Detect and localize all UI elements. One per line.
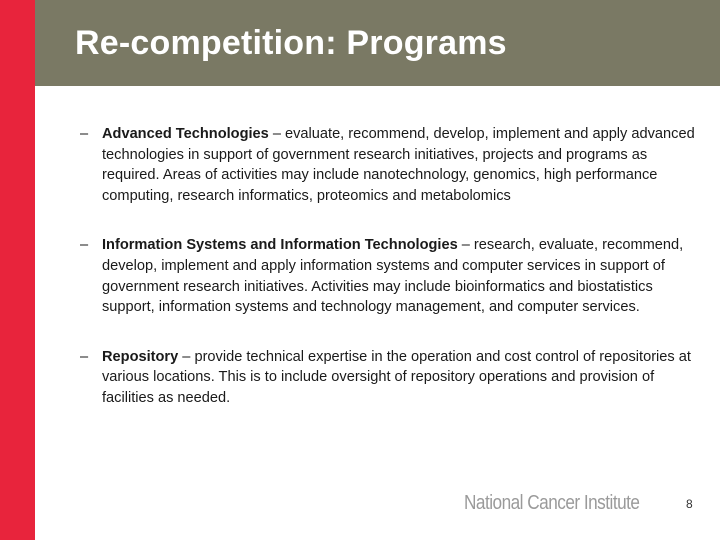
bullet-description: – evaluate, recommend, develop, implement and apply advanced technologies in support of government research initiatives, projects and programs as required. Areas of activities may include nanotechnology, genomics, high performance computing, research informatics, proteomics and metabolomics [102,126,695,204]
red-side-bar [0,0,35,540]
bullet-dash: – [80,126,89,142]
bullet-term: Advanced Technologies [102,126,269,142]
bullet-dash: – [80,348,89,365]
bullet-information-systems [80,235,700,317]
bullet-term: Information Systems and Information Technologies [102,237,458,254]
bullet-term: Repository [102,348,179,365]
bullet-text [102,124,700,206]
bullet-text [102,235,700,317]
slide-title: Re-competition: Programs [75,24,507,62]
bullet-description: – research, evaluate, recommend, develop, implement and apply information systems and computer services in support of government research initiatives. Activities may include bioinformatics and biostatistics support, information systems and technology management, and computer services. [102,237,684,316]
bullet-description: – provide technical expertise in the operation and cost control of repositories at various locations. This is to include oversight of repository operations and provision of facilities as needed. [102,348,691,406]
nci-logo-text: National Cancer Institute [464,492,640,514]
bullet-dash: – [80,237,89,254]
bullet-text [102,347,700,409]
page-number: 8 [686,497,693,511]
bullet-list [80,124,700,438]
bullet-repository [80,347,700,409]
bullet-advanced-technologies [80,124,700,206]
